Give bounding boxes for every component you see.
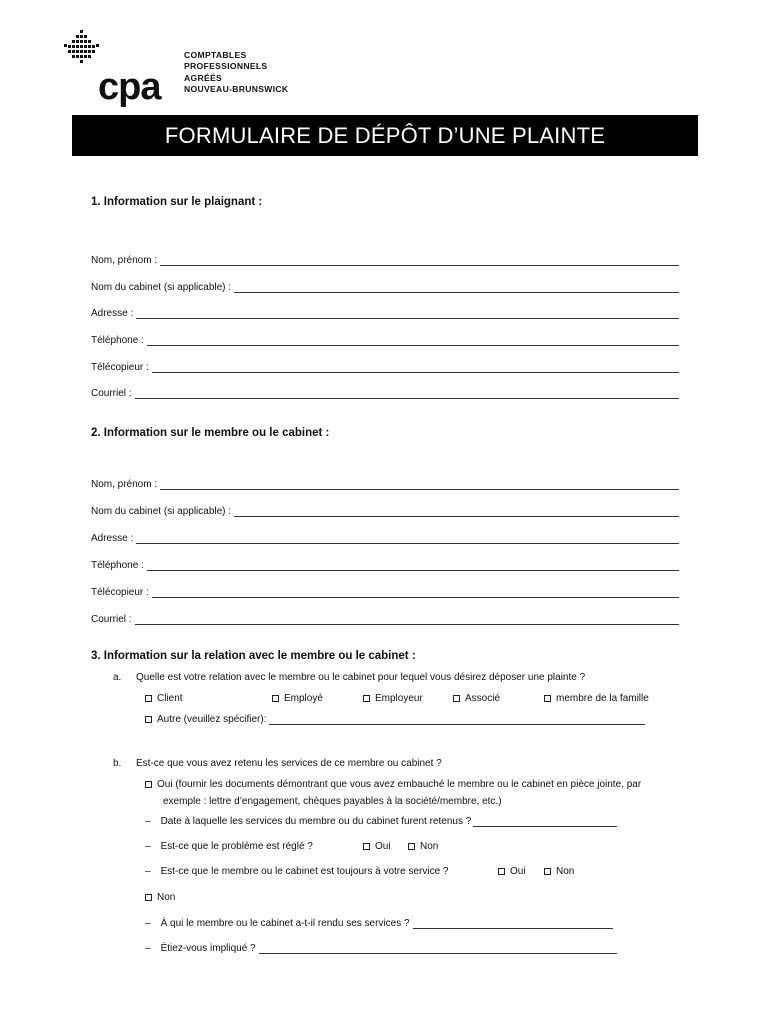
probleme-oui[interactable] [363,841,391,852]
option-label: Non [157,892,176,903]
field-label: Télécopieur : [91,587,149,598]
fill-line[interactable] [413,919,613,929]
option-label: Client [157,693,183,704]
checkbox[interactable] [145,894,152,901]
option-label: Oui [510,866,526,877]
complainant-firm-field[interactable] [91,279,679,293]
complainant-phone-field[interactable] [91,332,679,346]
checkbox[interactable] [145,695,152,702]
toujours-oui[interactable] [498,866,526,877]
checkbox[interactable] [544,868,551,875]
question-b-text: Est-ce que vous avez retenu les services de ce membre ou cabinet ? [136,758,442,769]
logo-line: AGRÉÉS [184,72,223,83]
cpa-logo [62,28,302,108]
checkbox[interactable] [145,781,152,788]
option-label: Employé [284,693,323,704]
complainant-email-field[interactable] [91,385,679,399]
question-a-text: Quelle est votre relation avec le membre ou le cabinet pour lequel vous désirez déposer une plainte ? [136,672,586,683]
option-label: Autre (veuillez spécifier): [157,714,267,725]
form-title: FORMULAIRE DE DÉPÔT D’UNE PLAINTE [72,115,698,156]
fill-line[interactable] [147,335,679,346]
toujours-question [145,866,448,877]
option-famille[interactable] [544,693,649,704]
date-question[interactable] [145,816,617,827]
question-b-marker: b. [113,758,122,769]
complainant-fax-field[interactable] [91,359,679,373]
probleme-non[interactable] [408,841,438,852]
option-b-oui[interactable] [145,779,641,790]
member-name-field[interactable] [91,476,679,490]
toujours-non[interactable] [544,866,574,877]
fill-line[interactable] [269,715,645,725]
question-a-marker: a. [113,672,122,683]
option-autre[interactable] [145,714,645,725]
option-employeur[interactable] [363,693,423,704]
toujours-label: Est-ce que le membre ou le cabinet est toujours à votre service ? [160,866,449,877]
logo-wordmark: cpa [98,66,161,108]
probleme-question [145,841,313,852]
field-label: Courriel : [91,388,132,399]
fill-line[interactable] [135,388,679,399]
option-b-non[interactable] [145,892,175,903]
section-3-heading: 3. Information sur la relation avec le membre ou le cabinet : [91,650,416,662]
complainant-address-field[interactable] [91,305,679,319]
qui-question[interactable] [145,918,613,929]
logo-line: COMPTABLES [184,50,247,60]
member-phone-field[interactable] [91,557,679,571]
option-label: Associé [465,693,501,704]
fill-line[interactable] [152,362,679,373]
fill-line[interactable] [136,308,679,319]
checkbox[interactable] [408,843,415,850]
fill-line[interactable] [259,944,617,954]
dash: – [145,866,151,877]
option-label: Non [556,866,575,877]
fill-line[interactable] [135,614,679,625]
fill-line[interactable] [160,479,679,490]
checkbox[interactable] [363,695,370,702]
section-2-heading: 2. Information sur le membre ou le cabinet : [91,427,330,439]
logo-line: PROFESSIONNELS [184,61,268,72]
dash: – [145,816,151,827]
qui-label: À qui le membre ou le cabinet a-t-il rendu ses services ? [160,918,410,929]
complainant-name-field[interactable] [91,252,679,266]
option-label: membre de la famille [556,693,649,704]
option-label: Oui [375,841,391,852]
checkbox[interactable] [145,716,152,723]
option-client[interactable] [145,693,183,704]
fill-line[interactable] [234,282,679,293]
option-label: Employeur [375,693,423,704]
checkbox[interactable] [453,695,460,702]
maple-leaf-icon [62,28,102,78]
logo-organization-name [184,50,288,96]
option-label: Oui (fournir les documents démontrant que vous avez embauché le membre ou le cabinet en pièce jointe, par [157,779,642,790]
field-label: Courriel : [91,614,132,625]
fill-line[interactable] [234,506,679,517]
fill-line[interactable] [473,817,617,827]
checkbox[interactable] [498,868,505,875]
fill-line[interactable] [152,587,679,598]
field-label: Adresse : [91,533,134,544]
field-label: Nom, prénom : [91,479,158,490]
checkbox[interactable] [363,843,370,850]
field-label: Téléphone : [91,335,144,346]
member-firm-field[interactable] [91,503,679,517]
field-label: Télécopieur : [91,362,149,373]
fill-line[interactable] [136,533,679,544]
checkbox[interactable] [544,695,551,702]
section-1-heading: 1. Information sur le plaignant : [91,196,263,208]
field-label: Téléphone : [91,560,144,571]
option-b-oui-continued: exemple : lettre d’engagement, chèques payables à la société/membre, etc.) [163,796,502,807]
probleme-label: Est-ce que le problème est réglé ? [160,841,313,852]
field-label: Adresse : [91,308,134,319]
dash: – [145,841,151,852]
fill-line[interactable] [160,255,679,266]
dash: – [145,918,151,929]
logo-line: NOUVEAU-BRUNSWICK [184,84,289,95]
field-label: Nom du cabinet (si applicable) : [91,506,232,517]
option-employe[interactable] [272,693,323,704]
implique-question[interactable] [145,943,617,954]
field-label: Nom du cabinet (si applicable) : [91,282,232,293]
member-address-field[interactable] [91,530,679,544]
option-label: Non [420,841,439,852]
checkbox[interactable] [272,695,279,702]
dash: – [145,943,151,954]
fill-line[interactable] [147,560,679,571]
date-label: Date à laquelle les services du membre ou du cabinet furent retenus ? [160,816,472,827]
member-fax-field[interactable] [91,584,679,598]
field-label: Nom, prénom : [91,255,158,266]
option-associe[interactable] [453,693,500,704]
implique-label: Étiez-vous impliqué ? [160,943,256,954]
member-email-field[interactable] [91,611,679,625]
